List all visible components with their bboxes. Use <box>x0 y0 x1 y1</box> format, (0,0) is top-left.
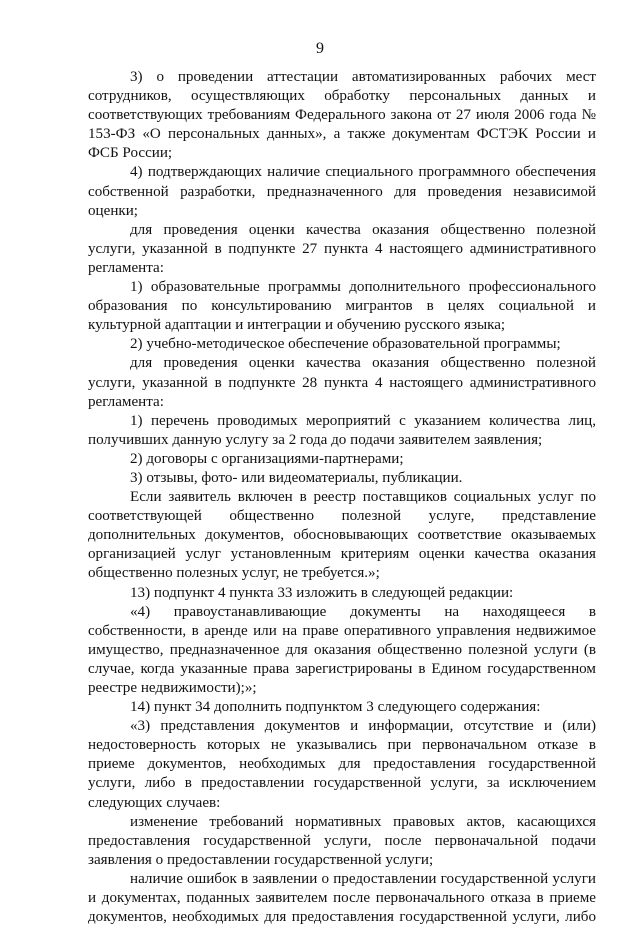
page-number: 9 <box>316 40 324 57</box>
paragraph-subpoint-28-intro: для проведения оценки качества оказания общественно полезной услуги, указанной в подпункте 28 пункта 4 настоящего административного регламента: <box>88 355 596 410</box>
paragraph-exception-1: изменение требований нормативных правовых актов, касающихся предоставления государственной услуги, после первоначальной подачи заявления о предоставлении государственной услуги; <box>88 813 596 868</box>
paragraph-amendment-14-text: «3) представления документов и информации, отсутствие и (или) недостоверность которых не указывались при первоначальном отказе в приеме документов, необходимых для предоставления государственной услуги, либо в предоставлении государственной услуги, за исключением следующих случаев: <box>88 718 596 811</box>
paragraph-subpoint-28-item-2: 2) договоры с организациями-партнерами; <box>130 450 404 467</box>
paragraph-amendment-13: 13) подпункт 4 пункта 33 изложить в следующей редакции: <box>130 584 514 601</box>
paragraph-item-3-attestation: 3) о проведении аттестации автоматизированных рабочих мест сотрудников, осуществляющих обработку персональных данных и соответствующих требованиям Федерального закона от 27 июля 2006 года № 153-ФЗ «О персональных данных», а также документам ФСТЭК России и ФСБ России; <box>88 69 596 162</box>
paragraph-item-4-software: 4) подтверждающих наличие специального программного обеспечения собственной разработки, предназначенного для проведения независимой оценки; <box>88 164 596 219</box>
paragraph-registry-exemption: Если заявитель включен в реестр поставщиков социальных услуг по соответствующей общественно полезной услуге, представление дополнительных документов, обосновывающих соответствие оказываемых организацией услуг установленным критериям оценки качества оказания общественно полезных услуг, не требуется.»; <box>88 489 596 582</box>
paragraph-subpoint-27-intro: для проведения оценки качества оказания общественно полезной услуги, указанной в подпункте 27 пункта 4 настоящего административного регламента: <box>88 221 596 276</box>
paragraph-amendment-13-text: «4) правоустанавливающие документы на находящееся в собственности, в аренде или на праве оперативного управления недвижимое имущество, предназначенное для оказания общественно полезной услуги (в случае, когда указанные права зарегистрированы в Едином государственном реестре недвижимости);»; <box>88 603 596 696</box>
paragraph-subpoint-28-item-3: 3) отзывы, фото- или видеоматериалы, публикации. <box>130 469 463 486</box>
paragraph-subpoint-27-item-2: 2) учебно-методическое обеспечение образовательной программы; <box>130 336 561 353</box>
paragraph-exception-2: наличие ошибок в заявлении о предоставлении государственной услуги и документах, поданных заявителем после первоначального отказа в приеме документов, необходимых для предоставления государственной услуги, либо <box>88 870 596 926</box>
paragraph-subpoint-27-item-1: 1) образовательные программы дополнительного профессионального образования по консультированию мигрантов в целях социальной и культурной адаптации и интеграции и обучению русского языка; <box>88 279 596 334</box>
paragraph-subpoint-28-item-1: 1) перечень проводимых мероприятий с указанием количества лиц, получивших данную услугу за 2 года до подачи заявителем заявления; <box>88 412 596 448</box>
paragraph-amendment-14: 14) пункт 34 дополнить подпунктом 3 следующего содержания: <box>130 699 541 716</box>
document-body <box>88 68 596 927</box>
